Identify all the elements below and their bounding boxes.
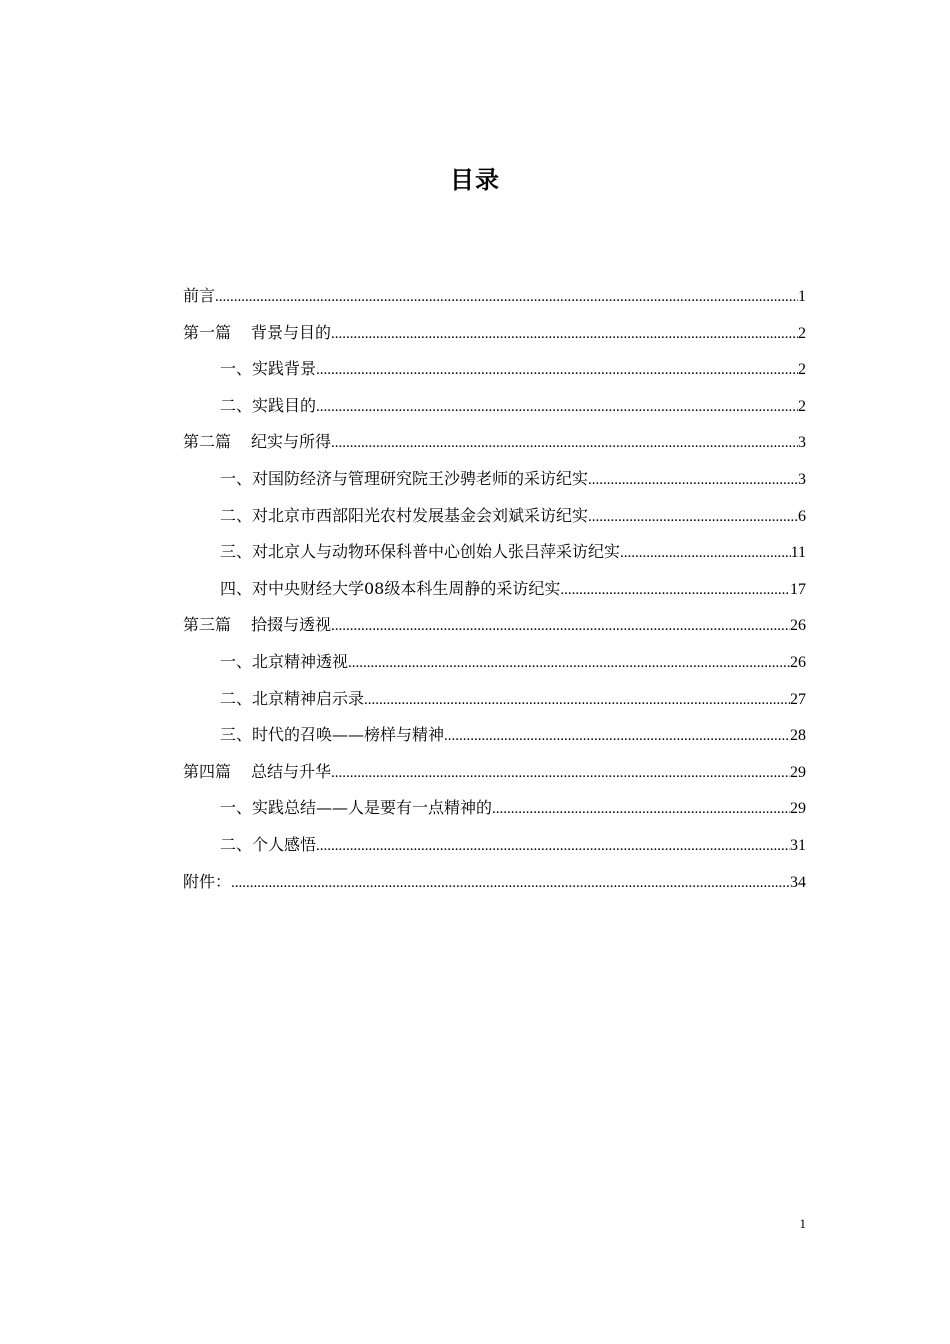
toc-page-number: 26 xyxy=(790,653,806,671)
toc-page-number: 31 xyxy=(790,836,806,854)
toc-entry-text: 一、对国防经济与管理研究院王沙骋老师的采访纪实 xyxy=(220,468,589,488)
toc-dot-leader xyxy=(588,499,798,535)
toc-dot-leader xyxy=(316,352,798,388)
toc-dot-leader xyxy=(348,645,790,681)
toc-entry-label xyxy=(220,351,316,388)
toc-entry-label xyxy=(183,754,331,791)
toc-entry-text: 二、北京精神启示录 xyxy=(220,688,365,708)
toc-page-number: 29 xyxy=(790,763,806,781)
toc-section-entry[interactable] xyxy=(183,461,806,498)
toc-entry-text: 二、实践目的 xyxy=(220,395,317,415)
toc-entry-label xyxy=(183,315,331,352)
toc-chapter-entry[interactable] xyxy=(183,607,806,644)
toc-page-number: 3 xyxy=(798,470,806,488)
toc-dot-leader xyxy=(331,608,790,644)
toc-entry-text: 三、对北京人与动物环保科普中心创始人张吕萍采访纪实 xyxy=(220,542,621,562)
toc-dot-leader xyxy=(620,535,791,571)
table-of-contents xyxy=(183,278,806,900)
toc-dot-leader xyxy=(331,316,798,352)
toc-entry-text: 拾掇与透视 xyxy=(251,615,332,635)
toc-entry-label xyxy=(220,388,316,425)
toc-entry-label xyxy=(183,424,331,461)
toc-dot-leader xyxy=(316,389,798,425)
toc-section-entry[interactable] xyxy=(183,498,806,535)
toc-page-number: 2 xyxy=(798,361,806,379)
toc-dot-leader xyxy=(331,755,790,791)
toc-entry-prefix: 第三篇 xyxy=(183,615,232,635)
toc-section-entry[interactable] xyxy=(183,644,806,681)
toc-entry-label xyxy=(220,644,348,681)
toc-entry-text: 三、时代的召唤——榜样与精神 xyxy=(220,725,445,745)
toc-page-number: 34 xyxy=(790,873,806,891)
toc-section-entry[interactable] xyxy=(183,790,806,827)
toc-page-number: 6 xyxy=(798,507,806,525)
toc-dot-leader xyxy=(364,682,790,718)
toc-entry-label xyxy=(220,827,316,864)
toc-page-number: 1 xyxy=(798,288,806,305)
toc-entry-prefix: 前言 xyxy=(183,286,216,305)
toc-chapter-entry[interactable] xyxy=(183,864,806,901)
toc-entry-text: 总结与升华 xyxy=(251,761,332,781)
toc-dot-leader xyxy=(492,791,790,827)
toc-section-entry[interactable] xyxy=(183,534,806,571)
toc-entry-label xyxy=(220,498,588,535)
toc-page-number: 3 xyxy=(798,434,806,452)
toc-page-number: 17 xyxy=(790,580,806,598)
toc-dot-leader xyxy=(215,279,798,315)
toc-section-entry[interactable] xyxy=(183,388,806,425)
toc-dot-leader xyxy=(560,572,790,608)
page-number: 1 xyxy=(799,1216,806,1231)
toc-entry-text: 一、实践背景 xyxy=(220,359,317,379)
toc-entry-text: 一、实践总结——人是要有一点精神的 xyxy=(220,798,493,818)
toc-page-number: 2 xyxy=(798,397,806,415)
toc-chapter-entry[interactable] xyxy=(183,754,806,791)
toc-entry-prefix: 第一篇 xyxy=(183,322,232,342)
toc-entry-text: 四、对中央财经大学08级本科生周静的采访纪实 xyxy=(220,578,561,598)
toc-dot-leader xyxy=(588,462,798,498)
toc-entry-label xyxy=(183,864,231,901)
toc-section-entry[interactable] xyxy=(183,827,806,864)
toc-entry-text: 纪实与所得 xyxy=(251,432,332,452)
toc-page-number: 2 xyxy=(798,324,806,342)
toc-entry-prefix: 第四篇 xyxy=(183,761,232,781)
toc-dot-leader xyxy=(231,865,790,901)
toc-entry-prefix: 附件： xyxy=(183,871,232,891)
toc-chapter-entry[interactable] xyxy=(183,278,806,315)
toc-entry-label xyxy=(183,278,215,315)
toc-page-number: 11 xyxy=(790,544,806,562)
toc-page-number: 29 xyxy=(790,800,806,818)
toc-section-entry[interactable] xyxy=(183,571,806,608)
toc-chapter-entry[interactable] xyxy=(183,424,806,461)
toc-entry-label xyxy=(220,534,620,571)
toc-dot-leader xyxy=(316,828,790,864)
toc-section-entry[interactable] xyxy=(183,681,806,718)
toc-entry-label xyxy=(183,607,331,644)
toc-section-entry[interactable] xyxy=(183,351,806,388)
toc-entry-label xyxy=(220,571,560,608)
toc-entry-text: 背景与目的 xyxy=(251,322,332,342)
toc-dot-leader xyxy=(444,718,790,754)
toc-page-number: 26 xyxy=(790,617,806,635)
toc-page-number: 28 xyxy=(790,727,806,745)
toc-entry-label xyxy=(220,717,444,754)
toc-entry-text: 二、对北京市西部阳光农村发展基金会刘斌采访纪实 xyxy=(220,505,589,525)
toc-page-number: 27 xyxy=(790,690,806,708)
toc-dot-leader xyxy=(331,425,798,461)
toc-chapter-entry[interactable] xyxy=(183,315,806,352)
toc-entry-label xyxy=(220,790,492,827)
page-title: 目录 xyxy=(450,166,500,194)
toc-entry-text: 一、北京精神透视 xyxy=(220,651,349,671)
toc-section-entry[interactable] xyxy=(183,717,806,754)
toc-entry-label xyxy=(220,681,364,718)
toc-entry-text: 二、个人感悟 xyxy=(220,834,317,854)
toc-entry-label xyxy=(220,461,588,498)
toc-entry-prefix: 第二篇 xyxy=(183,432,232,452)
